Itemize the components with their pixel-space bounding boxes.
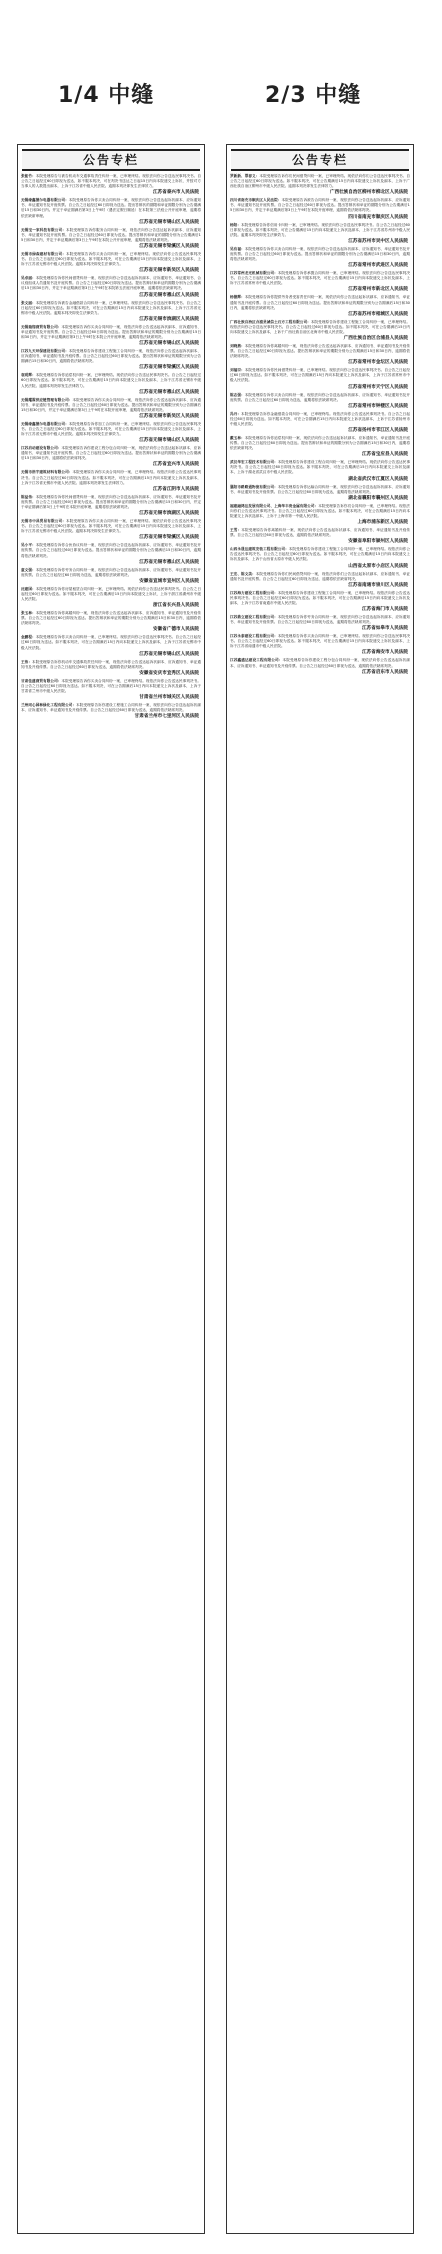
notice-body — [230, 295, 410, 310]
notice-addressee: 陈志强： — [230, 392, 245, 397]
notice-addressee: 江苏常州龙光机械有限公司： — [230, 271, 278, 276]
notice-addressee: 武汉华宏工程技术有限公司： — [230, 460, 278, 465]
notice-court-signature: 安徽省安庆市宜秀区人民法院 — [139, 670, 199, 676]
notice-text: 本院受理原告诉你民间借贷纠纷一案，现依法向你公告送达起诉状副本、应诉通知书、举证通知书及开庭传票。自公告之日起经过60日即视为送达。提出答辩状和举证的期限分别为公告期满后15日和30日内，并定于举证期满后第3日上午9时在本院开庭审理，逾期将依法缺席判决。 — [21, 494, 202, 509]
notice-body — [230, 572, 410, 582]
notice-court-signature: 江苏省苏州市相城区人民法院 — [348, 311, 408, 317]
notice-item — [18, 325, 204, 347]
notice-body — [21, 174, 201, 189]
notice-court-signature: 四川省南充市顺庆区人民法院 — [348, 214, 408, 220]
notice-addressee: 沈建国： — [21, 586, 36, 591]
notice-court-signature: 江苏省无锡市锡山区人民法院 — [139, 651, 199, 657]
notice-body — [230, 174, 410, 189]
notice-body — [230, 412, 410, 427]
notice-item — [18, 301, 204, 323]
notice-addressee: 张文丽： — [21, 300, 36, 305]
notice-addressee: 四川省南充市顺庆区人民法院： — [230, 198, 282, 203]
notice-body — [21, 470, 201, 485]
notice-item — [18, 422, 204, 444]
notice-text: 本院受理原告诉你买卖合同纠纷一案，已审理终结。现依法向你公告送达民事判决书。自公告之日起经过60日即视为送达。如不服本判决，可在公告期满后15日内向本院递交上诉状及副本，上诉于江苏省无锡市中级人民法院。逾期本判决即发生法律效力。 — [21, 470, 201, 485]
notice-body — [230, 485, 410, 495]
notice-body — [230, 591, 410, 606]
notice-item — [18, 568, 204, 585]
notice-body — [21, 252, 201, 267]
notice-body — [230, 615, 410, 625]
notice-text: 本院受理原告诉你建设工程施工合同纠纷一案，已审理终结。现依法向你公告送达民事判决书。自公告之日起经过60日即视为送达。如不服本判决，可在公告期满后15日内向本院递交上诉状及副本，上诉于广西壮族自治区北海市中级人民法院。 — [230, 319, 410, 334]
notice-addressee: 兰州同心园林绿化工程有限公司： — [21, 703, 77, 708]
notice-item — [227, 247, 413, 269]
notice-text: 本院受理原告诉你信用卡纠纷一案，已审理终结。现依法向你公告送达民事判决书。自公告之日起经过60日即视为送达。如不服本判决，可在公告期满后15日内向本院递交上诉状及副本，上诉于江苏省苏州市中级人民法院。逾期本判决即发生法律效力。 — [230, 222, 411, 237]
notice-addressee: 广西壮族自治区合浦县诚信土石方工程有限公司： — [230, 319, 311, 324]
notice-addressee: 冯丹： — [230, 411, 242, 416]
notice-text: 本院受理原告诉你建设工程施工合同纠纷一案，已审理终结。现依法向你公告送达民事判决书。自公告之日起经过60日即视为送达。如不服本判决，可在公告期满后15日内向本院递交上诉状及副本，上诉于江苏省南通市中级人民法院。 — [230, 590, 410, 605]
notice-text: 本院受理原告诉你建设工程合同纠纷一案，已审理终结。现依法向你公告送达民事判决书。自公告之日起经过60日即视为送达。如不服本判决，可在公告期满后15日内向本院递交上诉状及副本，上诉于湖北省武汉市中级人民法院。 — [230, 460, 410, 475]
notice-body — [21, 373, 201, 388]
notice-addressee: 童文强： — [21, 567, 36, 572]
notice-addressee: 袁明辉： — [21, 373, 36, 378]
notice-body — [21, 660, 201, 670]
notice-court-signature: 广西壮族自治区合浦县人民法院 — [343, 335, 408, 341]
notice-text: 本院受理原告诉你离婚纠纷一案，现依法向你公告送达起诉状副本、应诉通知书、举证通知书及开庭传票。自公告之日起经过60日即视为送达。提出答辩状和举证的期限分别为公告期满后15日和30日内，逾期将依法缺席判决。 — [21, 611, 202, 626]
notice-addressee: 吴有福： — [230, 246, 245, 251]
notice-item — [227, 344, 413, 366]
notice-text: 本院受理原告诉被告合同纠纷一案，现依法向你公告送达起诉状副本、应诉通知书、举证通知书及开庭传票。自公告之日起经过60日即视为送达。提出答辩状和举证的期限分别为公告期满后15日和30日内，并定于举证期满后第3日上午9时在本院开庭审理，逾期将依法缺席判决。 — [230, 198, 410, 213]
notice-text: 本院受理原告诉你民间借贷纠纷一案，已审理终结。现依法向你公告送达民事判决书。自公告之日起经过60日即视为送达。如不服本判决，可在公告期满后15日内向本院递交上诉状及副本，上诉于江苏省常州市中级人民法院。 — [230, 368, 411, 383]
notice-court-signature: 甘肃省兰州市城关区人民法院 — [139, 695, 199, 701]
notice-court-signature: 甘肃省兰州市七里河区人民法院 — [134, 714, 199, 720]
notice-text: 本院受理原告诉你买卖合同纠纷一案，已审理终结。现依法向你公告送达民事判决书。自公告之日起经过60日即视为送达。如不服本判决，可在公告期满后15日内向本院递交上诉状及副本，上诉于江苏省无锡市中级人民法院。 — [21, 635, 202, 650]
notice-court-signature: 江苏省无锡市新吴区人民法院 — [139, 413, 199, 419]
notice-item — [18, 228, 204, 250]
fold-label-right: 2/3 中缝 — [265, 83, 362, 108]
notice-item — [227, 504, 413, 526]
notice-text: 本院受理原告诉你劳务合同纠纷一案，现依法向你公告送达起诉状副本、应诉通知书、举证通知书及开庭传票。自公告之日起经过60日即视为送达，逾期将依法缺席判决。 — [21, 567, 202, 577]
notice-item — [18, 519, 204, 541]
notice-addressee: 无锡耀霖供应链管理有限公司： — [21, 397, 73, 402]
notice-item — [227, 591, 413, 613]
notice-addressee: 张玉林： — [21, 611, 36, 616]
notice-addressee: 无锡缘鑫德尔电器有限公司： — [21, 198, 69, 203]
notice-text: 本院受理原告诉你加工合同纠纷一案，已审理终结。现依法向你公告送达民事判决书。自公告之日起经过60日即视为送达。如不服本判决，可在公告期满后15日内向本院递交上诉状及副本，上诉于江苏省无锡市中级人民法院。逾期本判决即发生法律效力。 — [21, 421, 201, 437]
notice-text: 本院受理原告诉你服务合同纠纷一案，现依法向你公告送达起诉状副本、应诉通知书、举证通知书及开庭传票。自公告之日起经过60日即视为送达。提出答辩状和举证的期限分别为公告期满后15日和30日内，并定于举证期满后第3日上午9时在本院公开开庭审理，逾期将依法缺席判决。 — [21, 227, 201, 242]
notice-item — [18, 703, 204, 720]
notice-addressee: 甘肃佳盛商贸有限公司： — [21, 678, 62, 683]
notice-text: 本院受理原告诉你房屋租赁合同纠纷一案，已审理终结。现依法向你公告送达民事判决书。自公告之日起经过60日即视为送达。如不服本判决，可在公告期满后15日内向本院递交上诉状，上诉于浙江省湖州市中级人民法院。 — [21, 586, 202, 601]
notice-text: 本院受理原告诉你合伙协议纠纷一案，现依法向你公告送达起诉状副本、应诉通知书、举证通知书及开庭传票。自公告之日起经过60日即视为送达。提出答辩状和举证的期限分别为公告期满后15日和30日内，逾期将依法缺席判决。 — [21, 543, 202, 558]
notice-text: 本院受理原告诉你买卖合同纠纷一案，现依法向你公告送达起诉状副本、应诉通知书、举证通知书及开庭传票。自公告之日起经过60日即视为送达。提出答辩状的期限和举证期限分别为公告期满后15日和30日内。并定于举证期满后第3日上午9时（遇法定假日顺延）在本院第三法庭公开开庭审理，逾期将依法缺席审理。 — [21, 198, 201, 218]
notice-court-signature: 广西壮族自治区柳州市柳北区人民法院 — [329, 190, 408, 196]
notice-item — [227, 295, 413, 317]
notice-body — [21, 325, 201, 340]
notice-court-signature: 江苏省如皋市人民法院 — [362, 626, 408, 632]
notice-court-signature: 江苏省海门市人民法院 — [362, 606, 408, 612]
notice-addressee: 无锡市中昌贸易有限公司： — [21, 519, 67, 524]
notice-item — [18, 373, 204, 395]
notice-item — [18, 660, 204, 677]
notice-item — [18, 174, 204, 196]
notice-column-left — [17, 144, 205, 2234]
notice-court-signature: 江苏省宜兴市人民法院 — [153, 462, 199, 468]
notice-body — [21, 349, 201, 364]
notice-court-signature: 安徽省阜阳市颍州区人民法院 — [348, 539, 408, 545]
notice-item — [18, 398, 204, 420]
notice-body — [230, 393, 410, 403]
notice-text: 本院受理原告诉你追偿权纠纷一案，已审理终结。现依法向你公告送达民事判决书。自公告之日起经过60日即视为送达。如不服本判决，可在公告期满后15日内向本院递交上诉状及副本，上诉于江苏省无锡市中级人民法院。逾期本判决即发生法律效力。 — [21, 373, 202, 388]
notice-body — [21, 635, 201, 650]
notice-addressee: 刘晓燕： — [230, 343, 245, 348]
notice-column-right — [226, 144, 414, 2234]
notice-item — [227, 271, 413, 293]
notice-court-signature: 江苏省无锡市锡山区人民法院 — [139, 438, 199, 444]
notice-text: 本院受理原告诉被告金融借款合同纠纷一案，已审理终结。现依法向你公告送达民事判决书。自公告之日起经过60日即视为送达。如不服本判决，可在公告期满后15日内向本院递交上诉状及副本，上诉于江苏省无锡市中级人民法院。逾期本判决即发生法律效力。 — [21, 300, 202, 315]
notice-court-signature: 江苏省无锡市惠山区人民法院 — [139, 559, 199, 565]
notice-court-signature: 江苏省江阴市人民法院 — [153, 486, 199, 492]
notice-item — [18, 495, 204, 517]
notice-body — [21, 228, 201, 243]
notice-item — [18, 470, 204, 492]
notice-body — [230, 528, 410, 538]
notice-court-signature: 安徽省广德市人民法院 — [153, 627, 199, 633]
notice-item — [227, 460, 413, 482]
notice-court-signature: 江苏省南通市崇川区人民法院 — [348, 582, 408, 588]
notice-court-signature: 江苏省常州市钟楼区人民法院 — [348, 403, 408, 409]
notice-item — [227, 393, 413, 410]
notice-item — [18, 276, 204, 298]
notice-item — [227, 174, 413, 196]
notice-text: 本院受理原告诉你买卖合同纠纷一案，已审理终结。现依法向你公告送达民事判决书。自公告之日起经过60日即视为送达。如不服本判决，可在公告期满后15日内向本院递交上诉状及副本，上诉于甘肃省兰州市中级人民法院。 — [21, 678, 201, 693]
notice-body — [21, 543, 201, 558]
notice-text: 本院受理原告诉你买卖合同纠纷一案，已审理终结。现依法向你公告送达民事判决书。自公告之日起经过60日即视为送达。如不服本判决，可在公告期满后15日内向本院递交上诉状及副本，上诉于江苏省无锡市中级人民法院。逾期本判决即发生法律效力。 — [21, 519, 201, 534]
notice-item — [227, 412, 413, 434]
notice-body — [21, 679, 201, 694]
notice-court-signature: 江苏省无锡市梁溪区人民法院 — [139, 535, 199, 541]
notice-court-signature: 江苏省扬州市邗江区人民法院 — [348, 428, 408, 433]
notice-addressee: 江苏海力建设工程有限公司： — [230, 590, 278, 595]
notice-item — [227, 436, 413, 458]
notice-addressee: 王宏、陈文美： — [230, 571, 256, 576]
notice-addressee: 吴小平： — [21, 543, 36, 548]
notice-addressee: 江苏启动建设有限公司： — [21, 446, 62, 451]
notice-court-signature: 浙江省长兴县人民法院 — [153, 603, 199, 609]
notice-addressee: 戴玉林： — [230, 436, 245, 440]
notice-text: 本院受理原告诉你建设工程分包合同纠纷一案，现依法向你公告送达起诉状副本、应诉通知书、举证通知书及开庭传票。自公告之日起经过60日即视为送达。提出答辩状和举证的期限分别为公告期满后15日和30日内，逾期将依法缺席判决。 — [21, 446, 201, 461]
notice-text: 本院受理原告诉你承揽合同纠纷一案，已审理终结。现依法向你公告送达民事判决书。自公告之日起经过60日即视为送达。如不服本判决，可在公告期满后15日内向本院递交上诉状及副本，上诉于江苏省常州市中级人民法院。 — [230, 271, 410, 286]
notice-body — [230, 436, 410, 451]
notice-court-signature: 江苏省无锡市梁溪区人民法院 — [139, 243, 199, 249]
notice-court-signature: 江苏省常州市天宁区人民法院 — [348, 384, 408, 390]
notice-court-signature: 江苏省泰兴市人民法院 — [153, 190, 199, 196]
notice-body — [21, 568, 201, 578]
notice-item — [227, 485, 413, 502]
notice-addressee: 吴卓丽： — [21, 276, 36, 281]
notice-court-signature: 江苏省宝应县人民法院 — [362, 452, 408, 458]
notice-court-signature: 安徽省宣城市宣州区人民法院 — [139, 578, 199, 584]
notice-body — [230, 634, 410, 649]
notice-text: 本院受理原告与被告机动车交通事故责任纠纷一案，已审理终结。现依法向你公告送达民事判决书。自公告之日起经过60日即视为送达，如不服本判决，可在判决书送达之日起15日内向本院递交上诉状，并按对方当事人的人数提出副本，上诉于江苏省中级人民法院。逾期本判决即发生法律效力。 — [21, 174, 202, 189]
notice-body — [21, 446, 201, 461]
notice-text: 本院受理原告诉你买卖合同纠纷一案，已审理终结。现依法向你公告送达民事判决书。自公告之日起经过60日即视为送达。如不服本判决，可在公告期满后15日内向本院递交上诉状及副本，上诉于江苏省南通市中级人民法院。 — [230, 634, 410, 649]
notice-body — [230, 368, 410, 383]
notice-item — [227, 223, 413, 245]
notice-text: 本院受理原告诉你金融借款合同纠纷一案，已审理终结。现依法向你公告送达民事判决书。自公告之日起经过60日即视为送达。如不服本判决，可在公告期满后15日内向本院递交上诉状及副本，上诉于江苏省扬州市中级人民法院。 — [230, 411, 411, 426]
notice-body — [21, 519, 201, 534]
notice-addressee: 福建融鸿达发展有限公司、上海华丰贵金属有限公司： — [230, 503, 319, 508]
notice-text: 本院受理原告诉你建设工程施工合同纠纷一案，已审理终结。现依法向你公告送达民事判决书。自公告之日起经过60日即视为送达。如不服本判决，可在公告期满后15日内向本院递交上诉状及副本，上诉于山西省太原市中级人民法院。 — [230, 547, 410, 562]
notice-body — [230, 658, 410, 668]
notice-court-signature: 江苏省苏州市吴中区人民法院 — [348, 238, 408, 244]
notice-body — [230, 547, 410, 562]
notice-text: 本院受理原告诉你建设工程分包合同纠纷一案，现依法向你公告送达起诉状副本、应诉通知书、举证通知书及开庭传票。自公告之日起经过60日即视为送达，逾期将依法缺席判决。 — [230, 658, 410, 668]
notice-addressee: 江苏九天环保建设有限公司： — [21, 349, 69, 354]
notice-addressee: 江苏鑫盛达建设工程有限公司： — [230, 658, 283, 663]
notice-addressee: 无锡宝一家科技有限公司： — [21, 227, 67, 232]
notice-body — [21, 276, 201, 291]
notice-court-signature: 上海市浦东新区人民法院 — [357, 520, 408, 526]
notice-item — [18, 198, 204, 225]
notice-addressee: 金鹏程： — [21, 635, 36, 640]
notice-item — [227, 615, 413, 632]
notice-court-signature: 江苏省无锡市锡山区人民法院 — [139, 219, 199, 225]
notice-item — [227, 198, 413, 220]
notice-item — [227, 547, 413, 569]
notice-court-signature: 山西省太原市小店区人民法院 — [348, 563, 408, 569]
notice-item — [18, 611, 204, 633]
notice-text: 本院受理原告诉你买卖合同纠纷一案，已审理终结。现依法向你公告送达民事判决书。自公告之日起经过60日即视为送达。如不服本判决，可在公告期满后15日内向本院递交上诉状及副本，上诉于江苏省无锡市中级人民法院。逾期本判决即发生法律效力。 — [21, 251, 201, 267]
notice-text: 本院受理原告诉你买卖合同纠纷一案，现依法向你公告送达起诉状副本、应诉通知书、举证通知书及开庭传票。自公告之日起经过60日即视为送达。提出答辩状和举证的期限分别为公告期满后15日和30日内，并定于举证期满后第3日上午9时在本院开庭审理，逾期将依法缺席判决。 — [21, 397, 201, 412]
notice-item — [18, 635, 204, 657]
notice-text: 本院受理原告诉你建设工程施工合同纠纷一案，现依法向你公告送达起诉状副本、应诉通知书、举证通知书及开庭传票。自公告之日起经过60日即视为送达，逾期将依法缺席判决。 — [21, 703, 201, 713]
notice-court-signature: 江苏省无锡市滨湖区人民法院 — [139, 511, 199, 517]
column-header: 公告专栏 — [22, 149, 200, 171]
notice-addressee: 无锡市绿森建材有限公司： — [21, 251, 67, 256]
notice-item — [18, 446, 204, 468]
notice-text: 本院受理原告诉你提供劳务者受害责任纠纷一案，现依法向你公告送达起诉状副本、应诉通知书、举证通知书及开庭传票。自公告之日起经过60日即视为送达。提出答辩状和举证的期限分别为公告期满后15日和30日内，逾期将依法缺席判决。 — [230, 295, 411, 310]
notice-addressee: 无锡缘鑫德尔电器有限公司： — [21, 421, 69, 426]
notice-text: 本院受理原告诉你买卖合同纠纷一案，现依法向你公告送达起诉状副本、应诉通知书、举证通知书及开庭传票。自公告之日起经过60日即视为送达。提出答辩状和举证的期限分别为公告期满后15日和30日内，逾期将依法缺席判决。 — [230, 246, 411, 262]
notice-text: 本院受理原告诉你们民间借贷纠纷一案，现依法向你们公告送达起诉状副本、应诉通知书、举证通知书及开庭传票。自公告之日起经过60日即视为送达，逾期将依法缺席判决。 — [230, 571, 410, 581]
notice-body — [21, 422, 201, 437]
page-header — [0, 0, 442, 122]
notice-item — [18, 252, 204, 274]
notice-court-signature: 湖北省襄阳市襄州区人民法院 — [348, 495, 408, 501]
notice-body — [230, 460, 410, 475]
notice-addressee: 罗新新、覃春义： — [230, 174, 260, 178]
notice-court-signature: 湖北省武汉市江夏区人民法院 — [348, 476, 408, 482]
notice-addressee: 王雪： — [230, 528, 242, 533]
notice-addressee: 王伟： — [21, 659, 33, 664]
notice-court-signature: 江苏省无锡市惠山区人民法院 — [139, 389, 199, 395]
column-header: 公告专栏 — [231, 149, 409, 171]
notice-addressee: 刘福臣： — [230, 368, 245, 373]
notice-court-signature: 江苏省常州市金坛区人民法院 — [348, 360, 408, 366]
notice-court-signature: 江苏省常州市新北区人民法院 — [348, 287, 408, 293]
notice-body — [21, 587, 201, 602]
notice-court-signature: 江苏省海安市人民法院 — [362, 650, 408, 656]
notice-item — [18, 349, 204, 371]
notice-text: 本院受理原告诉你建设工程施工合同纠纷一案，现依法向你公告送达起诉状副本、应诉通知书、举证通知书及开庭传票。自公告之日起经过60日即视为送达。提出答辩状和举证的期限分别为公告期满后15日和30日内，逾期将依法缺席判决。 — [21, 349, 201, 364]
notice-text: 本院受理原告诉你民间借贷纠纷一案，现依法向你公告送达起诉状副本、应诉通知书、举证通知书、合议庭组成人员通知书及开庭传票。自公告之日起经过60日即视为送达。提出答辩状和举证的期限分别为公告期满后15日和30日内，并定于举证期满后第3日上午9时在本院第五法庭开庭审理，逾期将依法缺席判决。 — [21, 276, 202, 291]
notice-addressee: 无锡市浩宇建筑材料有限公司： — [21, 470, 73, 475]
notice-text: 本院受理原告诉你追偿权纠纷一案，现依法向你公告送达起诉状副本、应诉通知书、举证通知书及开庭传票。自公告之日起经过60日即视为送达。提出答辩状和举证的期限分别为公告期满后15日和30日内，逾期将依法缺席判决。 — [230, 436, 411, 451]
notice-item — [18, 543, 204, 565]
fold-label-left: 1/4 中缝 — [58, 83, 155, 108]
notice-court-signature: 江苏省无锡市滨湖区人民法院 — [139, 316, 199, 322]
notice-text: 本院受理原告诉你运输合同纠纷一案，现依法向你公告送达起诉状副本、应诉通知书、举证通知书及开庭传票。自公告之日起经过60日即视为送达，逾期将依法缺席判决。 — [230, 484, 410, 494]
notice-addressee: 襄阳市路路通物流有限公司： — [230, 484, 278, 489]
notice-body — [230, 223, 410, 238]
notice-addressee: 张能竹： — [21, 174, 36, 178]
notice-addressee: 山西永晟达建筑安装工程有限公司： — [230, 547, 289, 552]
notice-court-signature: 江苏省无锡市惠山区人民法院 — [139, 292, 199, 298]
notice-court-signature: 江苏省启东市人民法院 — [362, 669, 408, 675]
notice-addressee: 杨阳： — [230, 222, 241, 227]
notice-body — [230, 247, 410, 262]
notice-item — [227, 634, 413, 656]
notice-body — [21, 611, 201, 626]
notice-addressee: 陈益伟： — [21, 494, 36, 499]
notice-item — [18, 679, 204, 701]
notice-body — [21, 495, 201, 510]
notice-body — [21, 703, 201, 713]
notice-text: 本院受理原告诉你买卖合同纠纷一案，现依法向你公告送达起诉状副本、应诉通知书、举证通知书及开庭传票。自公告之日起经过60日即视为送达。提出答辩状和举证的期限分别为公告期满后15日和30日内，并定于举证期满后第3日上午9时在本院公开开庭审理，逾期将依法缺席判决。 — [21, 324, 201, 339]
notice-text: 本院受理原告诉你买卖合同纠纷一案，现依法向你公告送达起诉状副本、应诉通知书、举证通知书及开庭传票。自公告之日起经过60日即视为送达，逾期将依法缺席判决。 — [230, 392, 411, 402]
notice-text: 本院受理原告诉你们民间借贷纠纷一案，已审理终结。现依法向你们公告送达民事判决书。自公告之日起经过60日即视为送达。如不服本判决，可在公告期满后15日内向本院递交上诉状及副本，上诉于广西壮族自治区柳州市中级人民法院。逾期本判决即发生法律效力。 — [230, 174, 410, 189]
notice-court-signature: 江苏省无锡市新吴区人民法院 — [139, 268, 199, 274]
notice-addressee: 江苏鼎立建设工程有限公司： — [230, 614, 278, 619]
notice-addressee: 无锡瑞翔商贸有限公司： — [21, 324, 62, 329]
notice-court-signature: 江苏省无锡市锡山区人民法院 — [139, 341, 199, 347]
notice-text: 本院受理原告诉你离婚纠纷一案，现依法向你公告送达起诉状副本、应诉通知书、举证通知书及开庭传票。自公告之日起经过60日即视为送达。提出答辩状和举证的期限分别为公告期满后15日和30日内，逾期将依法缺席判决。 — [230, 343, 411, 359]
notice-body — [21, 301, 201, 316]
notice-text: 本院受理原告诉你离婚纠纷一案，现依法向你公告送达起诉状副本、应诉通知书、举证通知书及开庭传票。自公告之日起经过60日即视为送达，逾期将依法缺席判决。 — [230, 528, 410, 538]
notice-addressee: 杨德辉： — [230, 295, 245, 300]
notice-addressee: 江苏永泰建设工程有限公司： — [230, 634, 278, 639]
notice-body — [230, 344, 410, 359]
notice-item — [18, 587, 204, 609]
notice-item — [227, 572, 413, 589]
notice-text: 本院受理原告诉你们合同纠纷一案，已审理终结。现依法向你们公告送达民事判决书。自公告之日起经过60日即视为送达。如不服本判决，可在公告期满后15日内向本院递交上诉状及副本，上诉于上海市第一中级人民法院。 — [230, 503, 411, 518]
notice-body — [230, 320, 410, 335]
notice-item — [227, 320, 413, 342]
notice-body — [21, 398, 201, 413]
notice-item — [227, 368, 413, 390]
notice-item — [227, 528, 413, 545]
notice-body — [230, 198, 410, 213]
notice-body — [21, 198, 201, 218]
notice-item — [227, 658, 413, 675]
notice-body — [230, 504, 410, 519]
notice-court-signature: 江苏省常州市武进区人民法院 — [348, 263, 408, 269]
notice-text: 本院受理原告诉你机动车交通事故责任纠纷一案，现依法向你公告送达起诉状副本、应诉通知书、举证通知书及开庭传票。自公告之日起经过60日即视为送达，逾期将依法缺席判决。 — [21, 659, 202, 669]
notice-body — [230, 271, 410, 286]
notice-text: 本院受理原告诉你劳务合同纠纷一案，现依法向你公告送达起诉状副本、应诉通知书、举证通知书及开庭传票。自公告之日起经过60日即视为送达，逾期将依法缺席判决。 — [230, 614, 410, 625]
notice-court-signature: 江苏省无锡市梁溪区人民法院 — [139, 365, 199, 371]
